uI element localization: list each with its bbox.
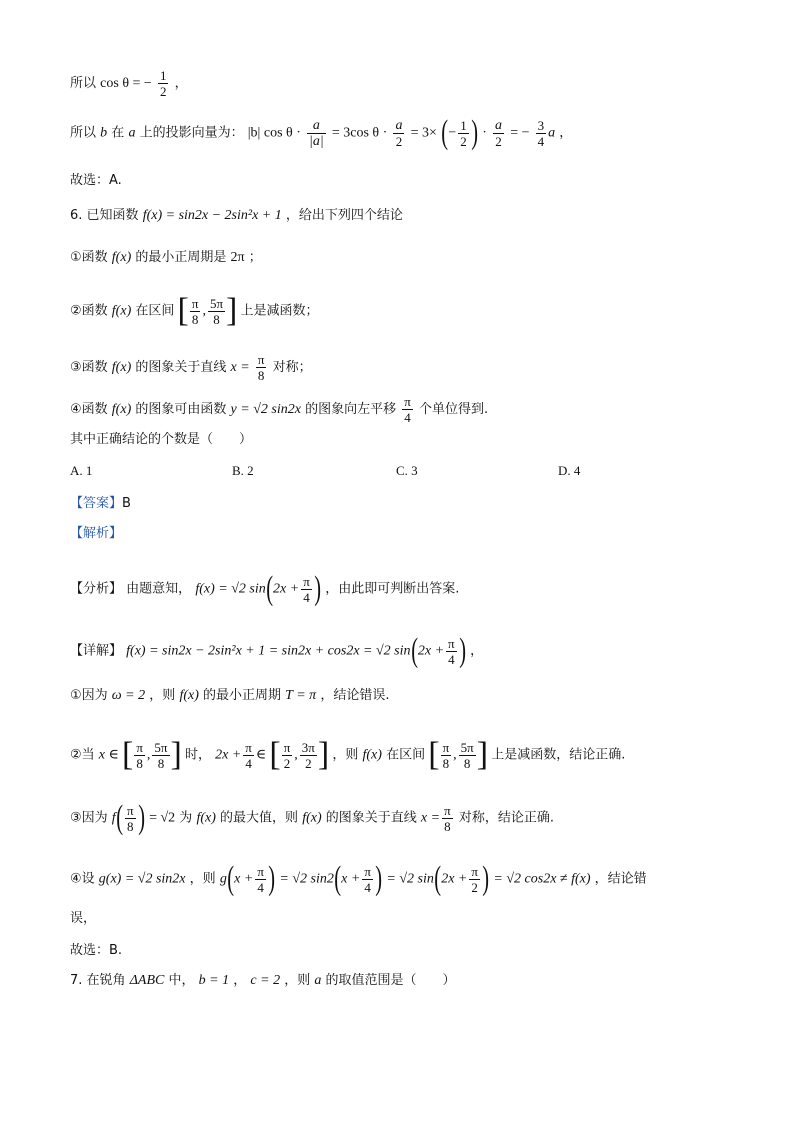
math: b = 1 bbox=[198, 973, 230, 988]
fraction-5pi-8: $\frac{5\pi}{8}$ bbox=[209, 295, 224, 327]
text: 上是减函数； bbox=[240, 303, 319, 319]
fraction-pi-4: $\frac{\pi}{4}$ bbox=[448, 635, 455, 667]
text: ③因为 bbox=[70, 810, 108, 826]
math: f bbox=[111, 810, 116, 826]
math: f(x) bbox=[111, 360, 132, 375]
math: |b| cos θ · bbox=[247, 125, 301, 141]
text: 个单位得到. bbox=[418, 402, 489, 417]
detail-4-wrap: 误， bbox=[70, 911, 97, 926]
text: ，由此即可判断出答案. bbox=[325, 581, 460, 597]
math: = √2 bbox=[149, 810, 176, 826]
math: f(x) bbox=[111, 250, 132, 265]
statement-3 bbox=[70, 352, 312, 383]
bracket-open: [ bbox=[177, 292, 189, 329]
math: a bbox=[314, 973, 322, 988]
text: ①因为 bbox=[70, 688, 108, 703]
math: x ∈ bbox=[98, 747, 119, 763]
text: ②当 bbox=[70, 747, 95, 763]
text: ， bbox=[174, 76, 188, 91]
math: g(x) = √2 sin2x bbox=[98, 871, 186, 887]
math: f(x) bbox=[196, 810, 216, 826]
fraction-a-abs: $\frac{a}{|a|}$ bbox=[309, 117, 324, 149]
math: f(x) bbox=[302, 810, 322, 826]
option-b: B. 2 bbox=[232, 463, 254, 478]
math: = 3× bbox=[410, 125, 437, 141]
fraction-three-quarters: $\frac{3}{4}$ bbox=[537, 117, 545, 149]
text: ； bbox=[248, 250, 262, 265]
text: ③函数 bbox=[70, 360, 108, 375]
math: f(x) bbox=[179, 688, 199, 703]
text: 所以 bbox=[70, 125, 97, 141]
text: 由题意知， bbox=[126, 581, 192, 597]
fraction-one-half: $\frac{1}{2}$ bbox=[159, 68, 167, 99]
text: 的最小正周期是 bbox=[135, 250, 227, 265]
math: = √2 sin2 bbox=[279, 871, 334, 887]
math: T = π bbox=[285, 688, 317, 703]
text: 所以 bbox=[70, 76, 97, 91]
math: f(x) bbox=[111, 303, 132, 319]
math: y = √2 sin2x bbox=[230, 402, 301, 417]
fraction-a-2: $\frac{a}{2}$ bbox=[395, 117, 403, 149]
math: g bbox=[219, 871, 227, 887]
text: 的取值范围是（ ） bbox=[325, 973, 456, 988]
fraction-pi-4: $\frac{\pi}{4}$ bbox=[303, 573, 310, 605]
text: 的最小正周期 bbox=[203, 688, 282, 703]
text: ①函数 bbox=[70, 250, 108, 265]
text: ④设 bbox=[70, 871, 95, 887]
line-cos-theta bbox=[70, 68, 188, 99]
option-d: D. 4 bbox=[558, 463, 581, 478]
analysis-tag: 【分析】 bbox=[70, 581, 123, 597]
text: 的图象关于直线 bbox=[325, 810, 417, 826]
math: 2π bbox=[230, 250, 245, 265]
text: 的图象可由函数 bbox=[135, 402, 227, 417]
fraction-a-2b: $\frac{a}{2}$ bbox=[495, 117, 503, 149]
text: 的图象向左平移 bbox=[305, 402, 397, 417]
text: ，结论错 bbox=[594, 871, 647, 887]
question-7 bbox=[70, 972, 456, 990]
text: 在 bbox=[111, 125, 125, 141]
answer-tag: 【答案】 bbox=[70, 496, 123, 511]
line-projection: 所以 b 在 a 上的投影向量为： |b| cos θ · $\frac{a}{|a|}$ = 3cos θ · $\frac{a}{2}$ = 3× (− $\frac{1}{2}$ ) · $\frac{a}{2}$ = − $\frac{3}{4}$ a ， bbox=[70, 114, 573, 151]
explanation-label: 【解析】 bbox=[70, 526, 123, 541]
detail-1 bbox=[70, 687, 389, 705]
text: ， bbox=[470, 643, 484, 659]
fraction-one-half-2: $\frac{1}{2}$ bbox=[460, 117, 467, 149]
paren-open: ( bbox=[441, 114, 449, 151]
bracket-close: ] bbox=[226, 292, 238, 329]
text: 为 bbox=[179, 810, 193, 826]
math: ∈ bbox=[255, 747, 267, 763]
text: 在区间 bbox=[135, 303, 175, 319]
math: = √2 sin bbox=[386, 871, 434, 887]
answer-line bbox=[70, 495, 131, 513]
text: ④函数 bbox=[70, 402, 108, 417]
math: ΔABC bbox=[129, 973, 165, 988]
math: cos θ = − bbox=[100, 76, 152, 91]
text: ，则 bbox=[149, 688, 176, 703]
detail-3: ③因为 f( $\frac{\pi}{8}$ ) = √2 为 f(x) 的最大值，则 f(x) 的图象关于直线 x = $\frac{\pi}{8}$ 对称，结论正确. bbox=[70, 799, 554, 836]
statement-4 bbox=[70, 394, 488, 425]
math: c = 2 bbox=[250, 973, 281, 988]
text: ，则 bbox=[332, 747, 359, 763]
detail-2: ②当 x ∈ [ $\frac{\pi}{8}$ , $\frac{5\pi}{8}$ ] 时， 2x + $\frac{\pi}{4}$ ∈ [ $\frac{\pi}{2}$ , $\frac{3\pi}{2}$ ] ，则 f(x) 在区间 [ $\frac{\pi}{8}$ , $\frac{5\pi}{8}$ ] 上是减函数，结论正确. bbox=[70, 736, 626, 773]
option-a: A. 1 bbox=[70, 463, 93, 478]
text: ，则 bbox=[189, 871, 216, 887]
question-6 bbox=[70, 207, 403, 225]
text: 的最大值，则 bbox=[220, 810, 299, 826]
option-c: C. 3 bbox=[396, 463, 418, 478]
vector-a: a bbox=[548, 125, 556, 141]
fraction-pi-4: $\frac{\pi}{4}$ bbox=[404, 394, 411, 425]
detail-4: ④设 g(x) = √2 sin2x ，则 g(x + $\frac{\pi}{4}$ ) = √2 sin2(x + $\frac{\pi}{4}$ ) = √2 sin(2x + $\frac{\pi}{2}$ ) = √2 cos2x ≠ f(x) ，结论错 bbox=[70, 860, 647, 897]
math: x = bbox=[420, 810, 441, 826]
math: f(x) bbox=[362, 747, 382, 763]
math: ω = 2 bbox=[111, 688, 146, 703]
vector-a: a bbox=[128, 125, 136, 141]
math: = − bbox=[510, 125, 530, 141]
paren-close: ) bbox=[471, 114, 478, 151]
math: f(x) = √2 sin bbox=[195, 581, 266, 597]
text: 6. 已知函数 bbox=[70, 208, 139, 223]
text: ，结论错误. bbox=[320, 688, 390, 703]
text: 上是减函数，结论正确. bbox=[491, 747, 626, 763]
math: f(x) = sin2x − 2sin²x + 1 bbox=[142, 208, 282, 223]
fraction-pi-8: $\frac{\pi}{8}$ bbox=[257, 352, 265, 383]
text: 中， bbox=[168, 973, 195, 988]
text: 的图象关于直线 bbox=[135, 360, 227, 375]
vector-b: b bbox=[100, 125, 108, 141]
math: · bbox=[482, 125, 487, 141]
text: ， bbox=[233, 973, 247, 988]
question-prompt: 其中正确结论的个数是（ ） bbox=[70, 432, 253, 447]
fraction-pi-8: $\frac{\pi}{8}$ bbox=[191, 295, 199, 327]
text: 对称； bbox=[272, 360, 312, 375]
text: 7. 在锐角 bbox=[70, 973, 126, 988]
text: ，则 bbox=[284, 973, 311, 988]
detail-tag: 【详解】 bbox=[70, 643, 123, 659]
math: f(x) bbox=[111, 402, 132, 417]
text: 上的投影向量为： bbox=[139, 125, 244, 141]
answer-choice-a: 故选：A. bbox=[70, 173, 122, 188]
text: 时， bbox=[184, 747, 211, 763]
math: f(x) = sin2x − 2sin²x + 1 = sin2x + cos2x = √2 sin bbox=[126, 643, 411, 659]
text: 对称，结论正确. bbox=[458, 810, 554, 826]
text: 在区间 bbox=[386, 747, 426, 763]
detail-line: 【详解】 f(x) = sin2x − 2sin²x + 1 = sin2x + cos2x = √2 sin(2x + $\frac{\pi}{4}$ ) ， bbox=[70, 632, 484, 669]
explanation-tag bbox=[70, 525, 122, 543]
math: = √2 cos2x ≠ f(x) bbox=[493, 871, 591, 887]
analysis-line: 【分析】 由题意知， f(x) = √2 sin(2x + $\frac{\pi}{4}$ ) ，由此即可判断出答案. bbox=[70, 570, 460, 607]
text: ②函数 bbox=[70, 303, 108, 319]
text: ， bbox=[559, 125, 573, 141]
final-answer: 故选：B. bbox=[70, 943, 123, 958]
statement-1 bbox=[70, 249, 262, 267]
statement-2: ②函数 f(x) 在区间 [ $\frac{\pi}{8}$ , $\frac{5\pi}{8}$ ] 上是减函数； bbox=[70, 292, 319, 329]
math: x = bbox=[230, 360, 250, 375]
math: = 3cos θ · bbox=[331, 125, 388, 141]
text: ，给出下列四个结论 bbox=[285, 208, 403, 223]
math: 2x + bbox=[215, 747, 242, 763]
answer-value: B bbox=[122, 496, 131, 511]
